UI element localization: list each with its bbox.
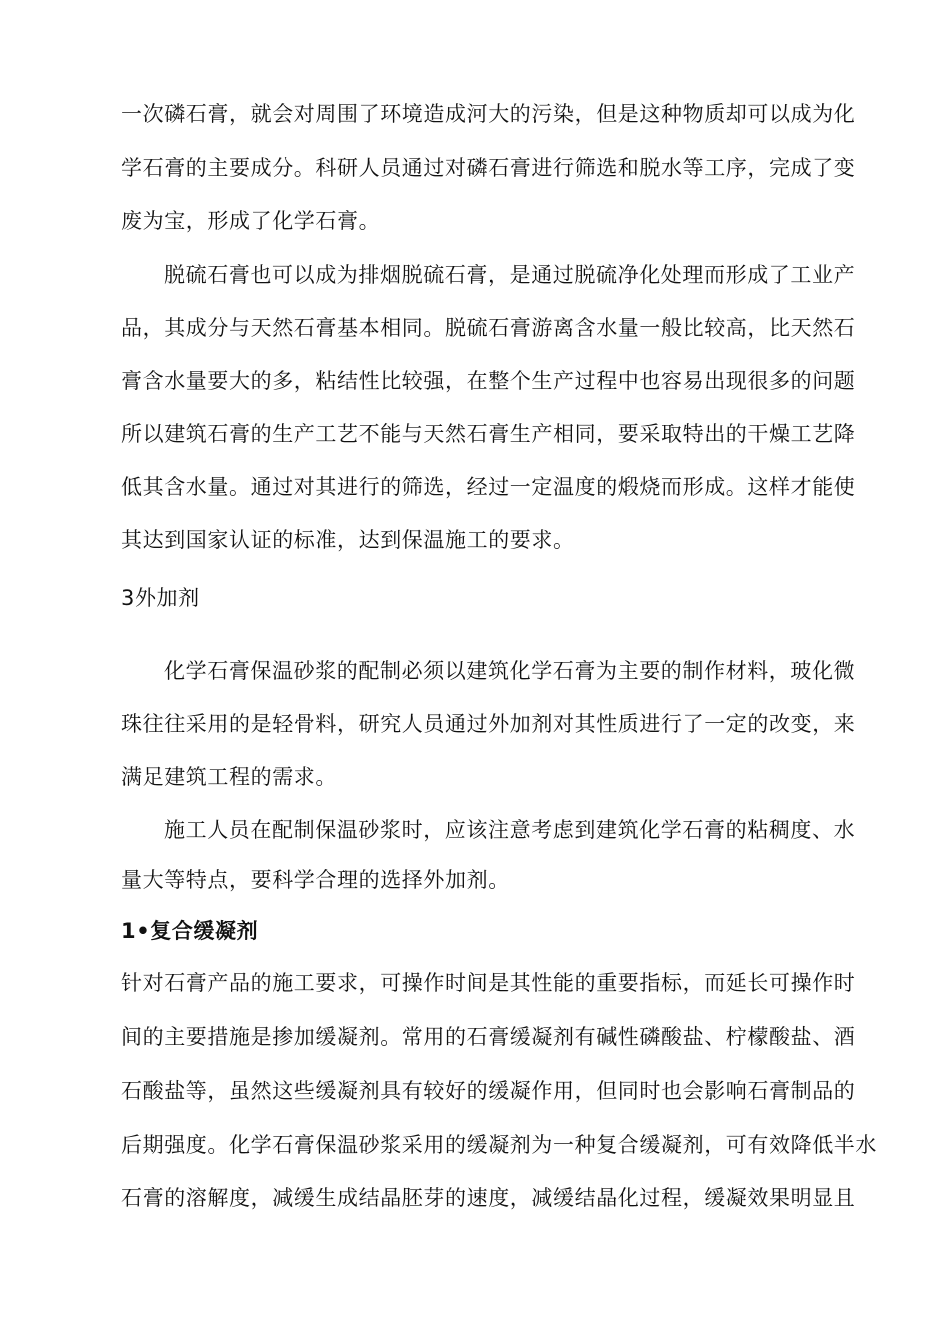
paragraph-2-line-6: 其达到国家认证的标准，达到保温施工的要求。 [121, 528, 575, 552]
paragraph-4-line-2: 量大等特点，要科学合理的选择外加剂。 [121, 868, 510, 892]
paragraph-2-line-2: 品，其成分与天然石膏基本相同。脱硫石膏游离含水量一般比较高，比天然石 [121, 316, 856, 340]
subsection-heading-1: 1•复合缓凝剂 [121, 919, 259, 943]
paragraph-5-line-5: 石膏的溶解度，减缓生成结晶胚芽的速度，减缓结晶化过程，缓凝效果明显且 [121, 1186, 856, 1210]
paragraph-5-line-4: 后期强度。化学石膏保温砂浆采用的缓凝剂为一种复合缓凝剂，可有效降低半水 [121, 1133, 877, 1157]
paragraph-5-line-1: 针对石膏产品的施工要求，可操作时间是其性能的重要指标，而延长可操作时 [121, 971, 856, 995]
paragraph-1-line-2: 学石膏的主要成分。科研人员通过对磷石膏进行筛选和脱水等工序，完成了变 [121, 156, 856, 180]
paragraph-3-line-3: 满足建筑工程的需求。 [121, 765, 337, 789]
paragraph-1-line-1: 一次磷石膏，就会对周围了环境造成河大的污染，但是这种物质却可以成为化 [121, 102, 856, 126]
paragraph-2-line-4: 所以建筑石膏的生产工艺不能与天然石膏生产相同，要采取特出的干燥工艺降 [121, 422, 856, 446]
paragraph-3-line-1: 化学石膏保温砂浆的配制必须以建筑化学石膏为主要的制作材料，玻化微 [164, 659, 856, 683]
paragraph-1-line-3: 废为宝，形成了化学石膏。 [121, 209, 381, 233]
section-heading-3: 3外加剂 [121, 586, 200, 610]
paragraph-2-line-3: 膏含水量要大的多，粘结性比较强，在整个生产过程中也容易出现很多的问题 [121, 369, 856, 393]
paragraph-2-line-1: 脱硫石膏也可以成为排烟脱硫石膏，是通过脱硫净化处理而形成了工业产 [164, 263, 856, 287]
paragraph-5-line-3: 石酸盐等，虽然这些缓凝剂具有较好的缓凝作用，但同时也会影响石膏制品的 [121, 1079, 856, 1103]
paragraph-2-line-5: 低其含水量。通过对其进行的筛选，经过一定温度的煅烧而形成。这样才能使 [121, 475, 856, 499]
paragraph-3-line-2: 珠往往采用的是轻骨料，研究人员通过外加剂对其性质进行了一定的改变，来 [121, 712, 856, 736]
paragraph-4-line-1: 施工人员在配制保温砂浆时，应该注意考虑到建筑化学石膏的粘稠度、水 [164, 818, 856, 842]
paragraph-5-line-2: 间的主要措施是掺加缓凝剂。常用的石膏缓凝剂有碱性磷酸盐、柠檬酸盐、酒 [121, 1025, 856, 1049]
